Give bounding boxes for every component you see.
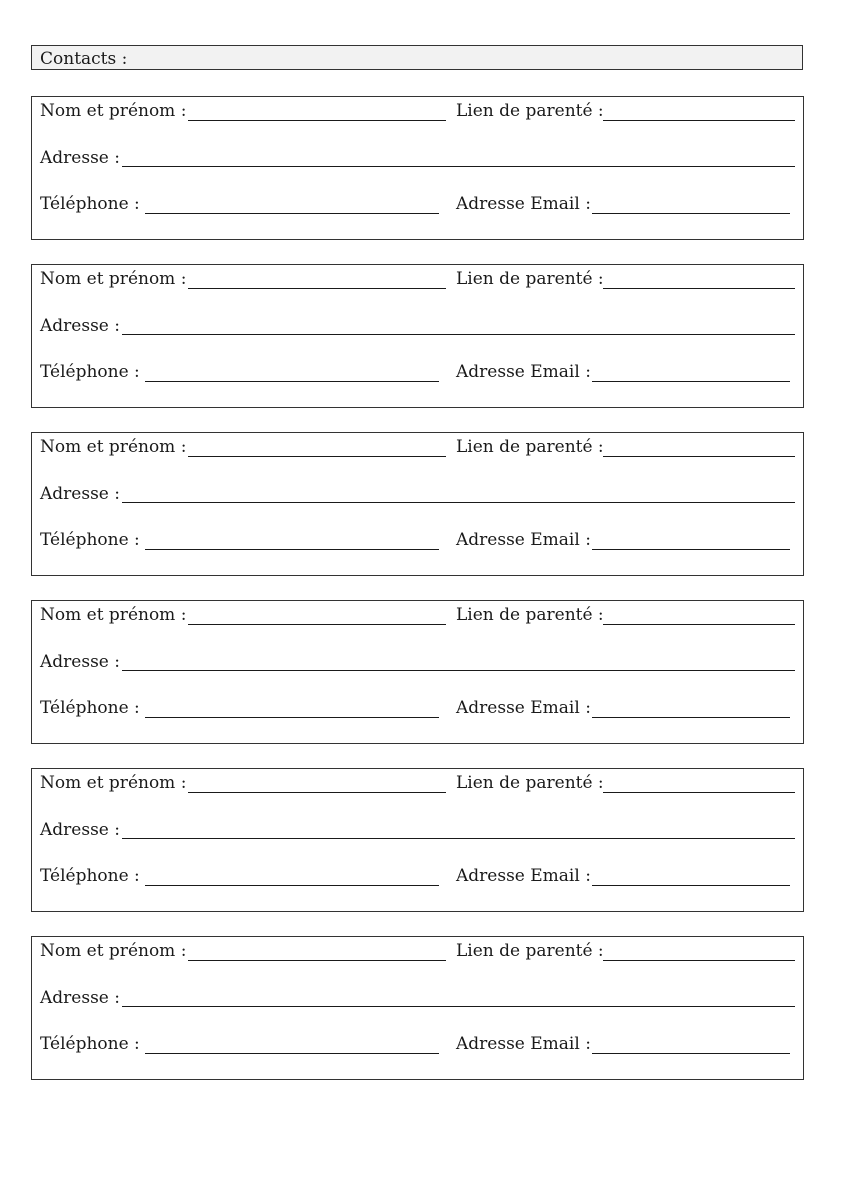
relationship-field[interactable] [603,960,795,961]
relationship-label: Lien de parenté : [456,437,604,457]
address-field[interactable] [122,502,795,503]
contacts-header [31,45,803,70]
name-label: Nom et prénom : [40,437,187,457]
relationship-field[interactable] [603,456,795,457]
contact-card [31,96,804,240]
email-field[interactable] [592,885,790,886]
relationship-label: Lien de parenté : [456,101,604,121]
address-label: Adresse : [40,820,120,840]
email-field[interactable] [592,381,790,382]
contact-card [31,936,804,1080]
relationship-label: Lien de parenté : [456,773,604,793]
email-label: Adresse Email : [456,698,591,718]
phone-field[interactable] [145,213,439,214]
address-label: Adresse : [40,316,120,336]
relationship-label: Lien de parenté : [456,605,604,625]
phone-label: Téléphone : [40,866,140,886]
relationship-field[interactable] [603,792,795,793]
name-field[interactable] [188,288,446,289]
contact-card [31,600,804,744]
address-label: Adresse : [40,652,120,672]
phone-field[interactable] [145,885,439,886]
email-field[interactable] [592,549,790,550]
address-field[interactable] [122,334,795,335]
relationship-label: Lien de parenté : [456,941,604,961]
name-label: Nom et prénom : [40,605,187,625]
email-field[interactable] [592,213,790,214]
address-field[interactable] [122,838,795,839]
address-label: Adresse : [40,484,120,504]
email-label: Adresse Email : [456,362,591,382]
phone-field[interactable] [145,717,439,718]
phone-field[interactable] [145,549,439,550]
name-field[interactable] [188,960,446,961]
email-field[interactable] [592,1053,790,1054]
contact-card [31,264,804,408]
email-label: Adresse Email : [456,1034,591,1054]
name-field[interactable] [188,624,446,625]
address-label: Adresse : [40,148,120,168]
relationship-field[interactable] [603,624,795,625]
relationship-label: Lien de parenté : [456,269,604,289]
name-field[interactable] [188,120,446,121]
address-field[interactable] [122,670,795,671]
name-label: Nom et prénom : [40,101,187,121]
email-label: Adresse Email : [456,866,591,886]
name-label: Nom et prénom : [40,773,187,793]
phone-field[interactable] [145,381,439,382]
name-field[interactable] [188,792,446,793]
contact-card [31,768,804,912]
relationship-field[interactable] [603,120,795,121]
email-field[interactable] [592,717,790,718]
phone-label: Téléphone : [40,362,140,382]
phone-label: Téléphone : [40,698,140,718]
contacts-title: Contacts : [40,49,128,69]
phone-label: Téléphone : [40,530,140,550]
email-label: Adresse Email : [456,194,591,214]
name-label: Nom et prénom : [40,269,187,289]
contact-card [31,432,804,576]
phone-field[interactable] [145,1053,439,1054]
name-label: Nom et prénom : [40,941,187,961]
name-field[interactable] [188,456,446,457]
phone-label: Téléphone : [40,1034,140,1054]
email-label: Adresse Email : [456,530,591,550]
address-label: Adresse : [40,988,120,1008]
address-field[interactable] [122,166,795,167]
relationship-field[interactable] [603,288,795,289]
phone-label: Téléphone : [40,194,140,214]
address-field[interactable] [122,1006,795,1007]
